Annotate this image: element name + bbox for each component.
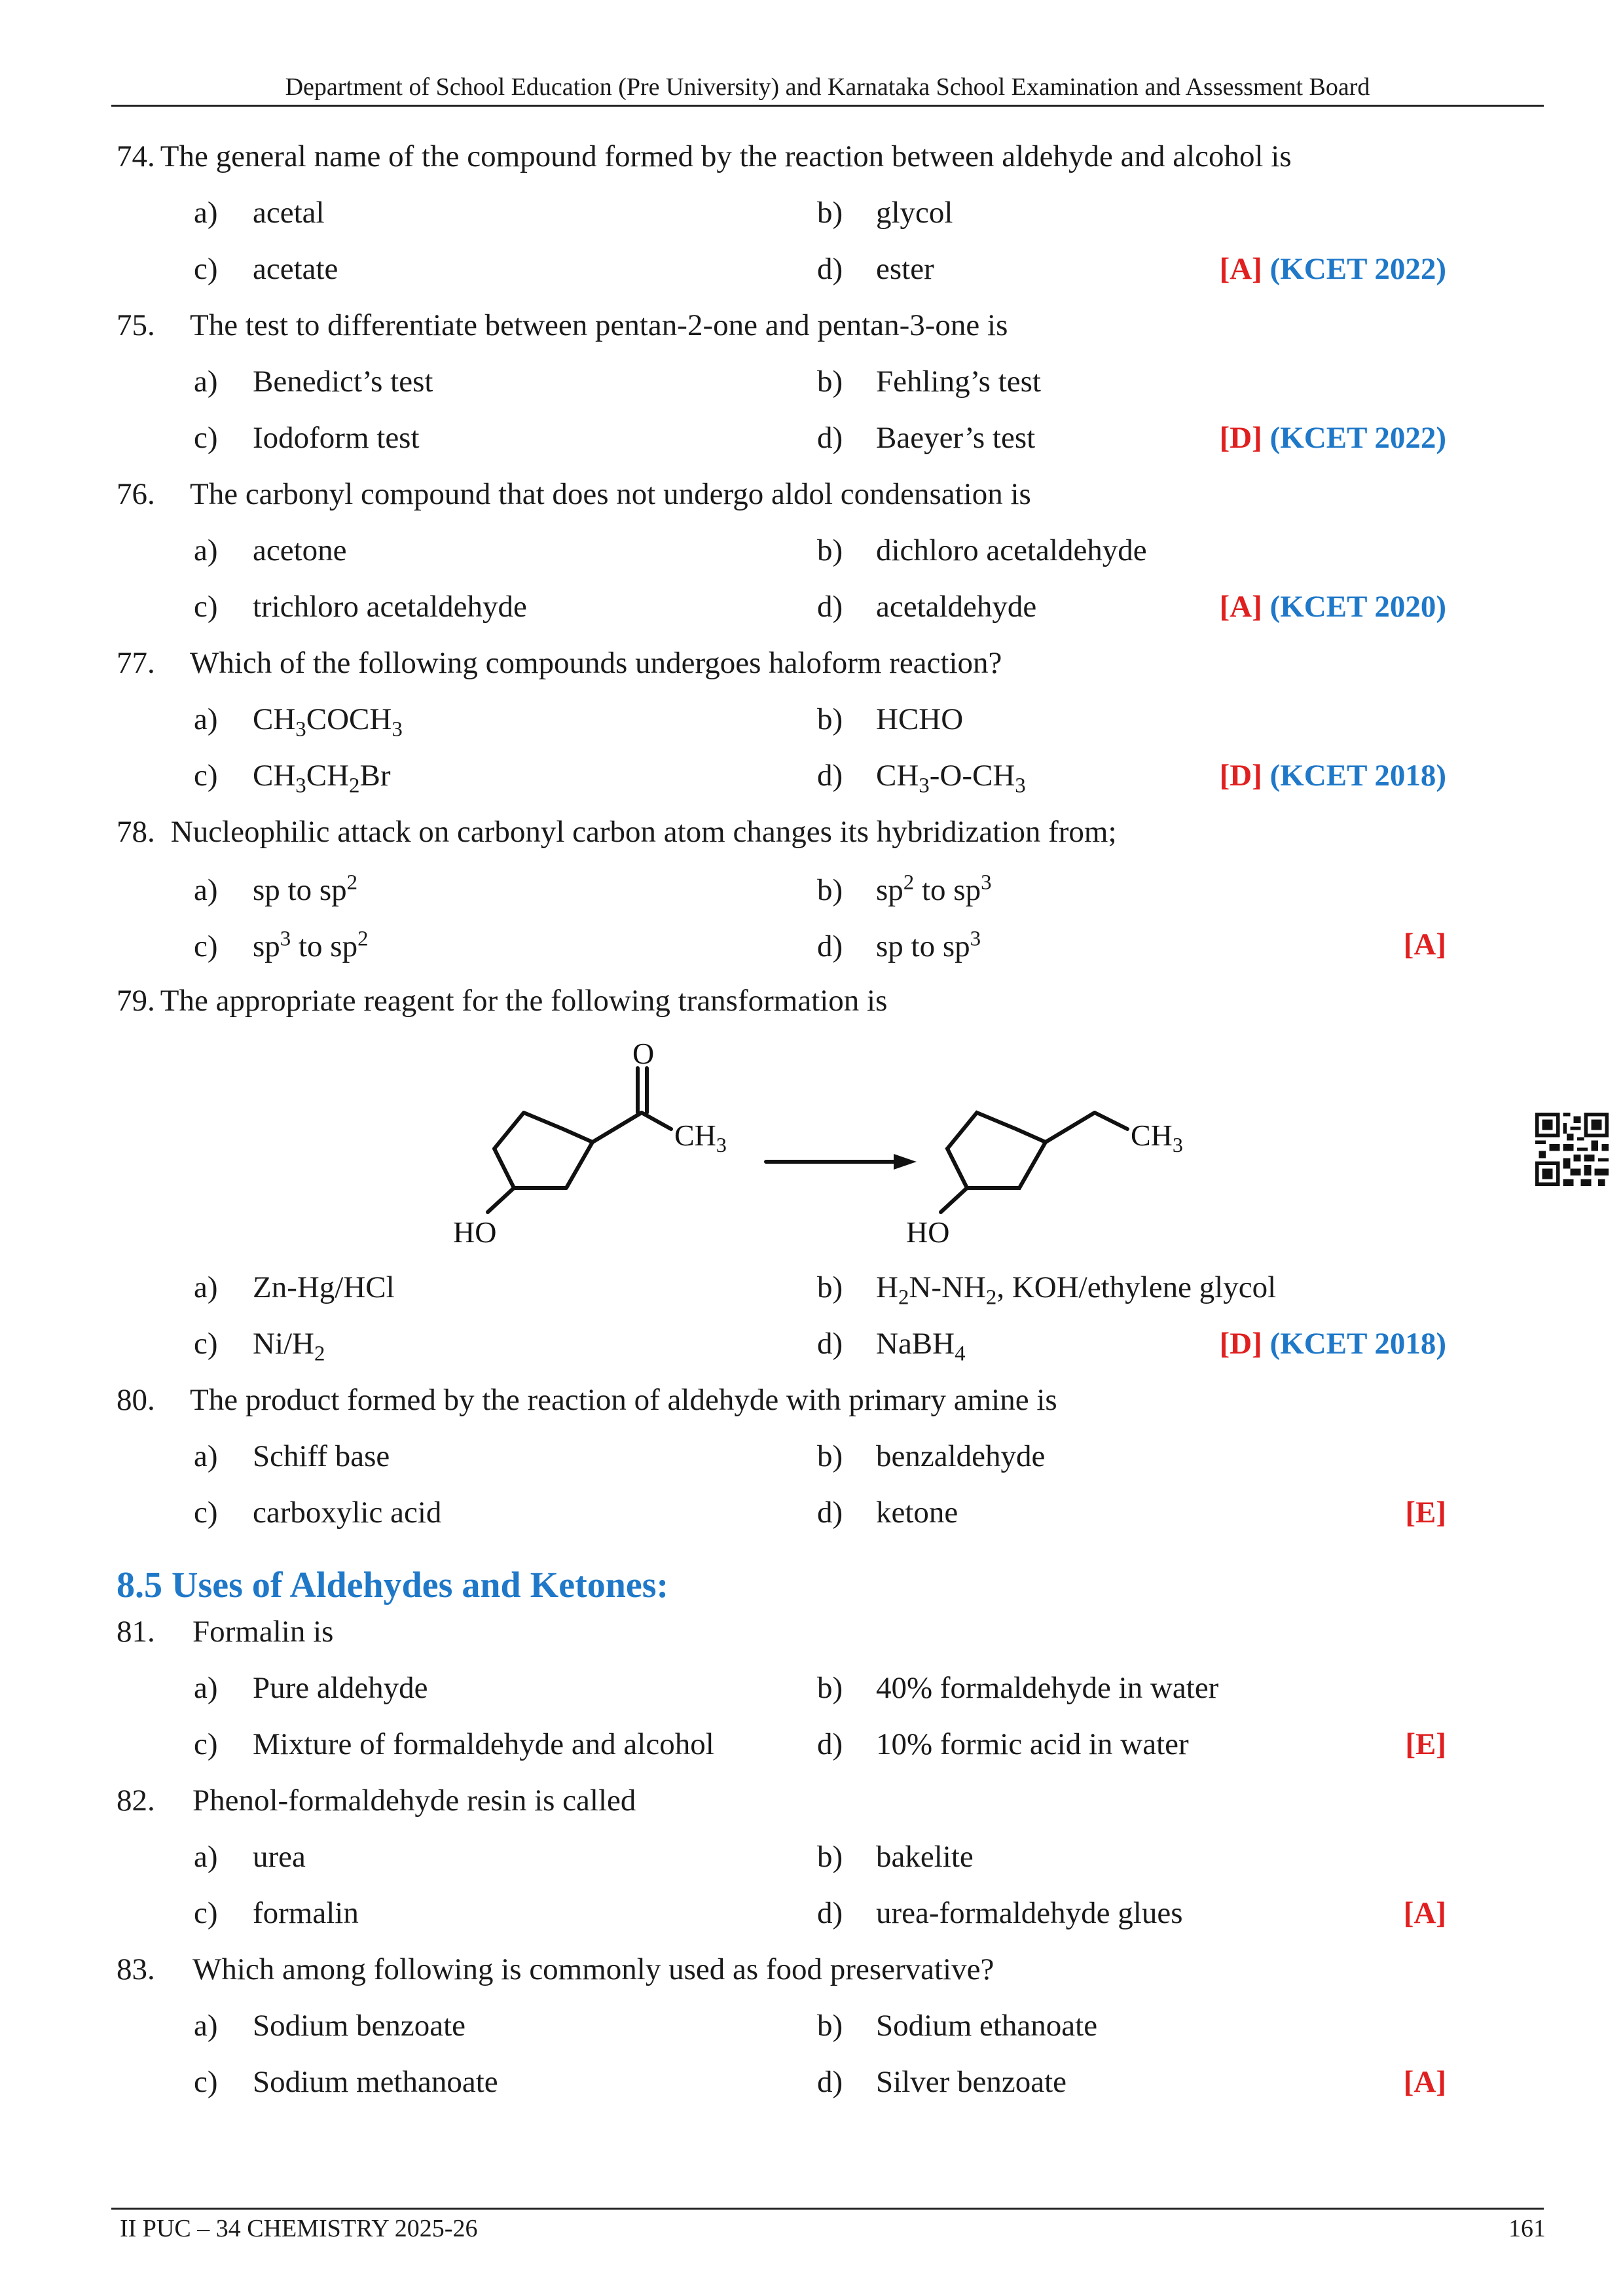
option-b: b) Sodium ethanoate: [817, 2009, 1098, 2043]
option-a: a) acetal: [194, 196, 325, 230]
answer-key: [A] (KCET 2020): [1219, 590, 1446, 624]
option-c: c) Iodoform test: [194, 421, 420, 455]
answer-key: [E]: [1405, 1496, 1446, 1530]
reactant-ring: [494, 1113, 593, 1188]
option-b: b) bakelite: [817, 1840, 974, 1874]
question-80: [117, 1382, 1057, 1418]
answer-key: [A]: [1403, 2065, 1446, 2099]
question-number: 78.: [117, 815, 155, 849]
option-c: c) formalin: [194, 1896, 359, 1930]
question-74: [117, 139, 1292, 174]
option-c: c) $Ni/H_2$: [194, 1327, 325, 1366]
question-75: [117, 308, 1008, 343]
bond: [941, 1188, 967, 1212]
qr-code-icon[interactable]: [1535, 1113, 1609, 1186]
hydroxyl-label: HO: [906, 1215, 950, 1249]
question-text: The carbonyl compound that does not undergo aldol condensation is: [190, 477, 1031, 511]
answer-key: [D] (KCET 2018): [1219, 759, 1446, 793]
option-b: b) $H_2N-NH_2$, KOH/ethylene glycol: [817, 1270, 1277, 1310]
methyl-label: $CH_3$: [674, 1119, 727, 1157]
option-c: c) Mixture of formaldehyde and alcohol: [194, 1727, 714, 1761]
option-a: a) $CH_3COCH_3$: [194, 702, 403, 742]
option-b: b) benzaldehyde: [817, 1439, 1046, 1473]
option-d: d) Baeyer’s test: [817, 421, 1036, 455]
question-83: [117, 1952, 994, 1987]
option-c: c) carboxylic acid: [194, 1496, 442, 1530]
header-rule: [111, 105, 1544, 107]
question-text: The test to differentiate between pentan-2-one and pentan-3-one is: [190, 308, 1008, 342]
bond: [1046, 1113, 1095, 1142]
option-b: b) dichloro acetaldehyde: [817, 533, 1147, 567]
option-a: a) Pure aldehyde: [194, 1671, 428, 1705]
product-ring: [947, 1113, 1046, 1188]
option-a: a) urea: [194, 1840, 306, 1874]
option-d: d) 10% formic acid in water: [817, 1727, 1189, 1761]
option-d: d) sp to $sp^3$: [817, 927, 981, 963]
question-number: 76.: [117, 477, 155, 511]
methyl-label: $CH_3$: [1131, 1119, 1183, 1157]
option-d: d) acetaldehyde: [817, 590, 1037, 624]
option-b: b) 40% formaldehyde in water: [817, 1671, 1219, 1705]
question-text: The general name of the compound formed by the reaction between aldehyde and alcohol is: [160, 139, 1292, 173]
oxygen-label: O: [632, 1037, 655, 1070]
question-text: Formalin is: [192, 1615, 334, 1649]
option-d: d) ester: [817, 252, 934, 286]
question-text: The product formed by the reaction of aldehyde with primary amine is: [190, 1383, 1057, 1417]
question-number: 80.: [117, 1383, 155, 1417]
answer-key: [D] (KCET 2022): [1219, 421, 1446, 455]
answer-key: [D] (KCET 2018): [1219, 1327, 1446, 1361]
bond: [1095, 1113, 1127, 1129]
option-b: b) glycol: [817, 196, 953, 230]
answer-key: [E]: [1405, 1727, 1446, 1761]
option-c: c) $sp^3$ to $sp^2$: [194, 927, 369, 963]
option-a: a) acetone: [194, 533, 347, 567]
option-d: d) urea-formaldehyde glues: [817, 1896, 1183, 1930]
option-b: b) $sp^2$ to $sp^3$: [817, 870, 992, 907]
option-c: c) Sodium methanoate: [194, 2065, 498, 2099]
question-text: Nucleophilic attack on carbonyl carbon atom changes its hybridization from;: [170, 815, 1117, 849]
question-82: [117, 1783, 636, 1818]
hydroxyl-label: HO: [453, 1215, 497, 1249]
page-number: 161: [1508, 2215, 1546, 2242]
question-78: [117, 814, 1117, 850]
question-76: [117, 476, 1031, 512]
question-text: The appropriate reagent for the following transformation is: [160, 984, 888, 1018]
question-text: Which among following is commonly used as food preservative?: [192, 1952, 994, 1986]
footer-title: II PUC – 34 CHEMISTRY 2025-26: [120, 2215, 478, 2242]
option-a: a) Schiff base: [194, 1439, 390, 1473]
bond: [593, 1113, 642, 1142]
option-c: c) trichloro acetaldehyde: [194, 590, 527, 624]
question-text: Which of the following compounds undergoes haloform reaction?: [190, 646, 1002, 680]
question-number: 75.: [117, 308, 155, 342]
question-77: [117, 645, 1002, 681]
option-c: c) acetate: [194, 252, 338, 286]
bond: [488, 1188, 514, 1212]
footer-rule: [111, 2208, 1544, 2210]
question-number: 83.: [117, 1952, 155, 1986]
answer-key: [A] (KCET 2022): [1219, 252, 1446, 286]
question-number: 77.: [117, 646, 155, 680]
bond: [642, 1113, 671, 1129]
option-c: c) $CH_3CH_2Br$: [194, 759, 391, 798]
question-81: [117, 1614, 334, 1649]
answer-key: [A]: [1403, 927, 1446, 961]
question-text: Phenol-formaldehyde resin is called: [192, 1784, 636, 1818]
question-number: 74.: [117, 139, 155, 173]
page-header: Department of School Education (Pre University) and Karnataka School Examination and Assessment Board: [285, 73, 1370, 101]
question-number: 79.: [117, 984, 155, 1018]
option-a: a) sp to $sp^2$: [194, 870, 358, 907]
question-number: 82.: [117, 1784, 155, 1818]
option-b: b) HCHO: [817, 702, 964, 736]
option-d: d) $CH_3-O-CH_3$: [817, 759, 1026, 798]
option-a: a) Benedict’s test: [194, 365, 433, 399]
option-d: d) NaBH$_4$: [817, 1327, 966, 1366]
question-number: 81.: [117, 1615, 155, 1649]
arrow-head: [894, 1154, 917, 1170]
option-a: a) Zn-Hg/HCl: [194, 1270, 395, 1304]
answer-key: [A]: [1403, 1896, 1446, 1930]
reaction-scheme: [445, 1034, 1296, 1283]
option-d: d) Silver benzoate: [817, 2065, 1067, 2099]
section-title: 8.5 Uses of Aldehydes and Ketones:: [117, 1565, 669, 1605]
question-79: [117, 983, 887, 1018]
option-a: a) Sodium benzoate: [194, 2009, 466, 2043]
option-b: b) Fehling’s test: [817, 365, 1041, 399]
option-d: d) ketone: [817, 1496, 958, 1530]
